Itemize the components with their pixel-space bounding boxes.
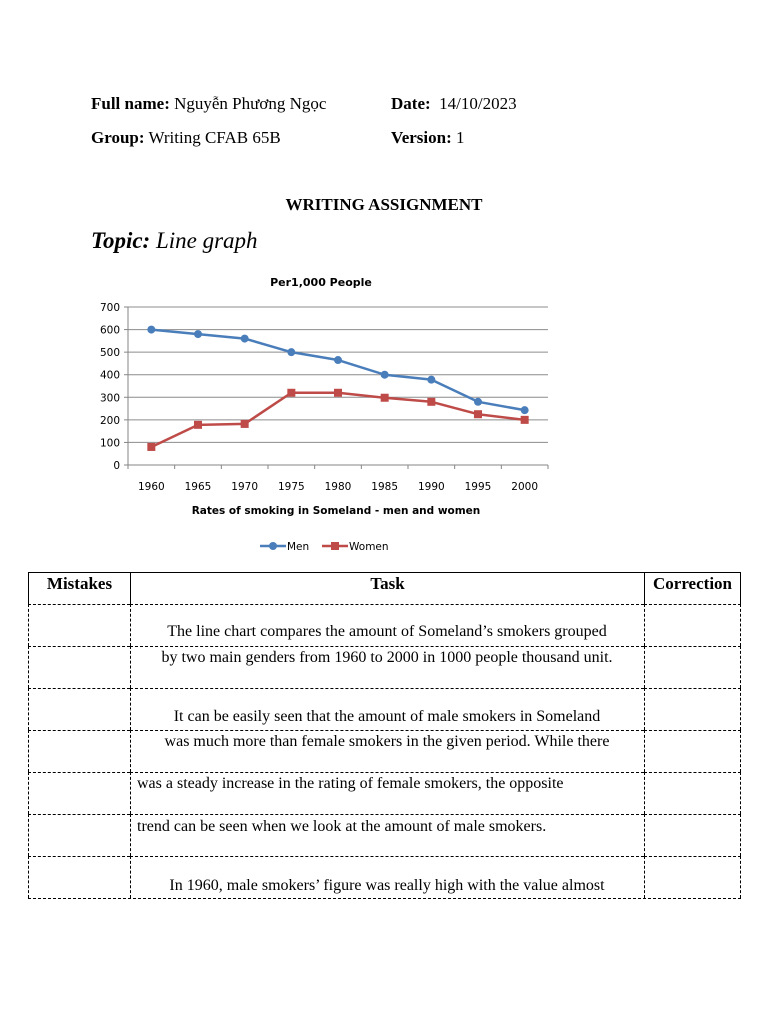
cell-mistakes (28, 646, 130, 688)
cell-mistakes (28, 688, 130, 730)
column-header-mistakes: Mistakes (46, 574, 113, 593)
data-point-men (241, 335, 249, 343)
legend-marker-women (331, 542, 339, 550)
data-point-men (474, 398, 482, 406)
data-point-women (241, 420, 249, 428)
full-name-field (91, 94, 326, 114)
x-tick-label: 1970 (231, 481, 259, 493)
x-tick-label: 1975 (277, 481, 305, 493)
data-point-women (474, 410, 482, 418)
date-value: 14/10/2023 (439, 94, 517, 113)
data-point-men (287, 348, 295, 356)
series-line-men (151, 330, 524, 411)
x-tick-label: 1985 (371, 481, 399, 493)
data-point-men (194, 330, 202, 338)
task-text-line: It can be easily seen that the amount of male smokers in Someland (173, 708, 601, 725)
y-tick-label: 600 (99, 324, 120, 337)
x-tick-label: 1965 (184, 481, 212, 493)
cell-mistakes (28, 856, 130, 898)
data-point-men (334, 356, 342, 364)
column-header-task: Task (370, 574, 405, 593)
data-point-women (381, 394, 389, 402)
cell-correction (644, 604, 741, 646)
legend-label-men: Men (287, 541, 310, 553)
x-tick-label: 2000 (511, 481, 539, 493)
data-point-women (521, 416, 529, 424)
x-tick-label: 1990 (417, 481, 445, 493)
date-field (391, 94, 517, 114)
y-tick-label: 500 (99, 347, 120, 360)
version-field (391, 128, 465, 148)
group-value: Writing CFAB 65B (148, 128, 281, 147)
chart-legend (260, 541, 389, 553)
group-field (91, 128, 281, 148)
line-chart (80, 268, 560, 560)
cell-mistakes (28, 604, 130, 646)
data-point-women (287, 389, 295, 397)
table-header-row (28, 572, 741, 604)
legend-label-women: Women (349, 541, 389, 553)
task-text-line: was a steady increase in the rating of female smokers, the opposite (137, 775, 564, 792)
y-tick-label: 400 (99, 369, 120, 382)
cell-correction (644, 688, 741, 730)
task-text-line: In 1960, male smokers’ figure was really high with the value almost (169, 877, 605, 894)
data-point-men (521, 406, 529, 414)
data-point-women (147, 443, 155, 451)
column-header-correction: Correction (653, 574, 732, 593)
data-point-men (147, 326, 155, 334)
y-axis-ticks (100, 302, 120, 472)
chart-series (147, 326, 528, 451)
topic-heading (91, 228, 258, 254)
cell-correction (644, 856, 741, 898)
topic-value: Line graph (155, 228, 258, 253)
task-text-line: was much more than female smokers in the given period. While there (164, 733, 610, 750)
cell-correction (644, 730, 741, 772)
task-text-line: The line chart compares the amount of Someland’s smokers grouped (167, 623, 607, 640)
task-text-line: trend can be seen when we look at the amount of male smokers. (137, 818, 547, 835)
cell-correction (644, 814, 741, 856)
x-tick-label: 1960 (137, 481, 165, 493)
y-tick-label: 300 (99, 392, 120, 405)
x-tick-label: 1995 (464, 481, 492, 493)
x-axis-label: Rates of smoking in Someland - men and women (191, 505, 481, 517)
y-tick-label: 100 (99, 437, 120, 450)
cell-correction (644, 646, 741, 688)
chart-grid (124, 307, 548, 469)
assignment-title: WRITING ASSIGNMENT (285, 195, 483, 214)
topic-label: Topic: (91, 228, 151, 253)
group-label: Group: (91, 128, 145, 147)
task-text-line: by two main genders from 1960 to 2000 in 1000 people thousand unit. (161, 649, 613, 666)
header-cell-mistakes (28, 572, 130, 604)
x-axis-ticks (138, 481, 538, 493)
cell-mistakes (28, 814, 130, 856)
data-point-women (427, 398, 435, 406)
legend-marker-men (269, 542, 277, 550)
y-tick-label: 700 (99, 302, 120, 314)
header-cell-task (130, 572, 644, 604)
data-point-women (194, 421, 202, 429)
y-tick-label: 0 (113, 460, 120, 472)
full-name-value: Nguyễn Phương Ngọc (174, 94, 327, 113)
data-point-men (427, 376, 435, 384)
chart-title: Per1,000 People (270, 276, 372, 289)
y-tick-label: 200 (99, 414, 120, 427)
cell-correction (644, 772, 741, 814)
full-name-label: Full name: (91, 94, 170, 113)
data-point-women (334, 389, 342, 397)
table-bottom-border (28, 898, 741, 899)
version-label: Version: (391, 128, 452, 147)
x-tick-label: 1980 (324, 481, 352, 493)
data-point-men (381, 371, 389, 379)
version-value: 1 (456, 128, 465, 147)
cell-mistakes (28, 730, 130, 772)
cell-mistakes (28, 772, 130, 814)
header-cell-correction (644, 572, 741, 604)
date-label: Date: (391, 94, 431, 113)
